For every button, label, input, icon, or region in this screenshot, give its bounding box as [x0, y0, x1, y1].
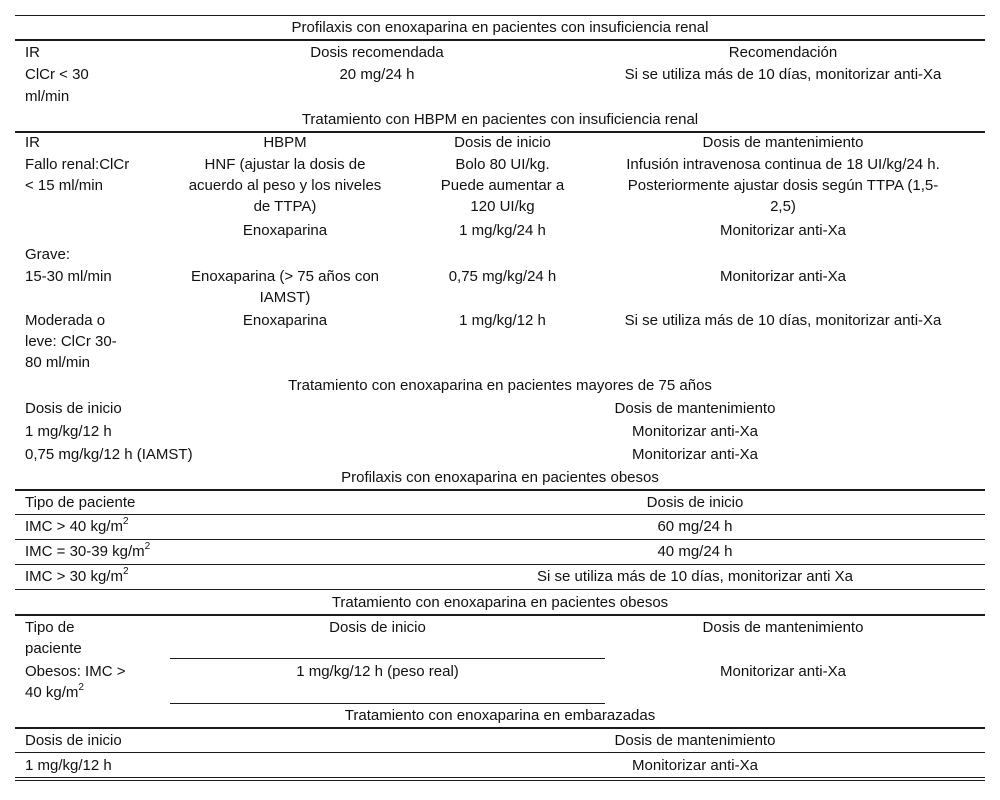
table-cell: Fallo renal:ClCr [25, 156, 130, 173]
table-cell [25, 516, 129, 537]
column-header: Dosis de inicio [25, 400, 122, 417]
table-cell [25, 541, 150, 562]
table-cell: Infusión intravenosa continua de 18 UI/kg/24 h. [626, 156, 940, 173]
table-cell: Si se utiliza más de 10 días, monitorizar anti-Xa [624, 312, 942, 329]
table-cell: 120 UI/kg [470, 198, 535, 215]
rule [170, 658, 605, 659]
table-cell [25, 682, 84, 703]
column-header: Dosis de mantenimiento [614, 400, 776, 417]
obese-type: IMC > 30 kg/m [25, 568, 123, 585]
column-header: Recomendación [728, 44, 838, 61]
column-header: Tipo de [25, 619, 75, 636]
table-cell: < 15 ml/min [25, 177, 103, 194]
superscript: 2 [122, 516, 129, 527]
table-cell: 0,75 mg/kg/24 h [448, 268, 557, 285]
rule [15, 39, 985, 41]
section-title: Tratamiento con enoxaparina en pacientes mayores de 75 años [288, 377, 712, 394]
section-title: Profilaxis con enoxaparina en pacientes con insuficiencia renal [291, 19, 709, 36]
superscript: 2 [122, 566, 129, 577]
table-cell [25, 566, 129, 587]
table-cell: 80 ml/min [25, 354, 91, 371]
table-cell: Obesos: IMC > [25, 663, 126, 680]
section-title: Profilaxis con enoxaparina en pacientes obesos [341, 469, 659, 486]
table-cell: Moderada o [25, 312, 106, 329]
rule-top [15, 15, 985, 16]
table-cell: 1 mg/kg/12 h [459, 312, 546, 329]
table-cell: 2,5) [770, 198, 796, 215]
rule [170, 703, 605, 704]
column-header: Dosis de inicio [454, 134, 551, 151]
table-cell: HNF (ajustar la dosis de [204, 156, 366, 173]
superscript: 2 [144, 541, 151, 552]
rule [15, 589, 985, 590]
rule-bottom [15, 780, 985, 781]
table-cell: Puede aumentar a [440, 177, 565, 194]
obese-type: IMC = 30-39 kg/m [25, 543, 145, 560]
table-cell: Enoxaparina [242, 222, 328, 239]
table-cell: 0,75 mg/kg/12 h (IAMST) [25, 446, 193, 463]
column-header: Dosis de inicio [646, 494, 744, 511]
obese-type: IMC > 40 kg/m [25, 518, 123, 535]
table-cell: 60 mg/24 h [657, 518, 733, 535]
table-cell: ml/min [25, 88, 70, 105]
column-header: Dosis de mantenimiento [702, 134, 864, 151]
rule [15, 489, 985, 491]
section-title: Tratamiento con HBPM en pacientes con insuficiencia renal [301, 111, 699, 128]
column-header: Dosis de mantenimiento [614, 732, 776, 749]
column-header: Dosis de inicio [25, 732, 122, 749]
rule [15, 752, 985, 753]
table-cell: 40 mg/24 h [657, 543, 733, 560]
column-header: paciente [25, 640, 82, 657]
table-cell: 1 mg/kg/24 h [459, 222, 546, 239]
table-cell: Monitorizar anti-Xa [720, 222, 846, 239]
column-header: Dosis de mantenimiento [702, 619, 864, 636]
superscript: 2 [78, 682, 84, 693]
column-header: Tipo de paciente [25, 494, 136, 511]
column-header: HBPM [263, 134, 307, 151]
obese-type: 40 kg/m [25, 684, 79, 701]
table-cell: Posteriormente ajustar dosis según TTPA (1,5- [627, 177, 939, 194]
table-cell: de TTPA) [253, 198, 317, 215]
column-header: IR [25, 134, 40, 151]
section-title: Tratamiento con enoxaparina en pacientes obesos [331, 594, 669, 611]
rule [15, 727, 985, 729]
table-cell: leve: ClCr 30- [25, 333, 117, 350]
table-cell: Grave: [25, 246, 71, 263]
rule [15, 564, 985, 565]
column-header: Dosis de inicio [329, 619, 426, 636]
table-cell: Bolo 80 UI/kg. [455, 156, 550, 173]
section-title: Tratamiento con enoxaparina en embarazadas [344, 707, 656, 724]
column-header: Dosis recomendada [310, 44, 444, 61]
table-cell: ClCr < 30 [25, 66, 89, 83]
table-cell: acuerdo al peso y los niveles [188, 177, 382, 194]
rule-bottom [15, 777, 985, 778]
table-cell: 20 mg/24 h [339, 66, 415, 83]
table-cell: 1 mg/kg/12 h [25, 423, 112, 440]
table-cell: Monitorizar anti-Xa [632, 757, 758, 774]
table-cell: Si se utiliza más de 10 días, monitorizar anti Xa [537, 568, 853, 585]
table-cell: Enoxaparina (> 75 años con [190, 268, 380, 285]
column-header: IR [25, 44, 40, 61]
rule [15, 614, 985, 616]
table-cell: IAMST) [259, 289, 311, 306]
table-cell: Si se utiliza más de 10 días, monitorizar anti-Xa [624, 66, 942, 83]
table-cell: 1 mg/kg/12 h (peso real) [296, 663, 459, 680]
table-cell: 1 mg/kg/12 h [25, 757, 112, 774]
table-cell: Enoxaparina [242, 312, 328, 329]
table-cell: Monitorizar anti-Xa [720, 663, 846, 680]
rule [15, 539, 985, 540]
table-cell: 15-30 ml/min [25, 268, 112, 285]
table-cell: Monitorizar anti-Xa [720, 268, 846, 285]
table-cell: Monitorizar anti-Xa [632, 446, 758, 463]
rule [15, 514, 985, 515]
table-cell: Monitorizar anti-Xa [632, 423, 758, 440]
